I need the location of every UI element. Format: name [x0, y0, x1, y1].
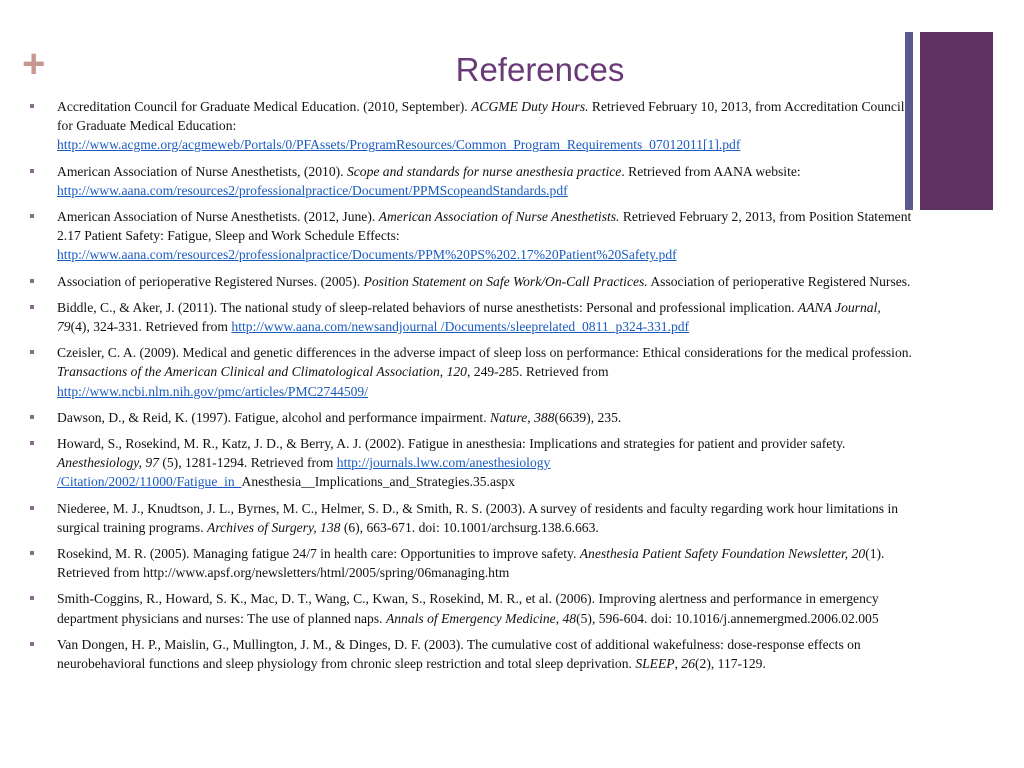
reference-title: Position Statement on Safe Work/On-Call Practices. — [363, 273, 648, 289]
reference-text: Czeisler, C. A. (2009). Medical and genetic differences in the adverse impact of sleep loss on performance: Ethical considerations for the medical profession. — [57, 345, 912, 361]
reference-title: SLEEP — [635, 656, 675, 672]
decorative-bar-thick — [920, 32, 993, 210]
reference-item — [30, 272, 914, 291]
bullet-icon — [30, 214, 34, 218]
reference-text: Niederee, M. J., Knudtson, J. L., Byrnes, M. C., Helmer, S. D., & Smith, R. S. (2003). A survey of residents and faculty regarding work hour limitations in surgical training programs. — [57, 500, 899, 535]
reference-title: Scope and standards for nurse anesthesia practice — [346, 163, 622, 179]
reference-item — [30, 162, 914, 200]
reference-text: Retrieved February 10, 2013, from Accreditation Council for Graduate Medical Education: — [57, 99, 905, 134]
reference-text: Smith-Coggins, R., Howard, S. K., Mac, D. T., Wang, C., Kwan, S., Rosekind, M. R., et al. (2006). Improving alertness and performance in emergency department physicians and nurses: The use of planned naps. — [57, 591, 879, 626]
bullet-icon — [30, 350, 34, 354]
reference-title: Transactions of the American Clinical and Climatological Association, 120 — [57, 364, 467, 380]
plus-mark-icon: + — [22, 42, 46, 86]
bullet-icon — [30, 551, 34, 555]
reference-text: American Association of Nurse Anesthetists. (2012, June). — [57, 209, 379, 225]
reference-item — [30, 343, 914, 401]
reference-text: (5), 596-604. doi: 10.1016/j.annemergmed.2006.02.005 — [576, 610, 879, 626]
reference-text: Association of perioperative Registered Nurses. — [647, 273, 911, 289]
reference-text: , 249-285. Retrieved from — [466, 364, 609, 380]
reference-text: Van Dongen, H. P., Maislin, G., Mullington, J. M., & Dinges, D. F. (2003). The cumulative cost of additional wakefulness: dose-response effects on neurobehavioral functions and sleep physiology from chronic sleep restriction and total sleep deprivation. — [57, 636, 861, 672]
reference-item — [30, 544, 914, 582]
reference-text: Association of perioperative Registered Nurses. (2005). — [57, 273, 364, 289]
reference-item — [30, 207, 914, 265]
reference-text: American Association of Nurse Anesthetists, (2010). — [57, 163, 347, 179]
reference-text: Biddle, C., & Aker, J. (2011). The national study of sleep-related behaviors of nurse anesthetists: Personal and professional implication. — [57, 299, 798, 315]
reference-item — [30, 97, 914, 155]
reference-item — [30, 499, 914, 537]
reference-title: Nature — [490, 409, 528, 425]
reference-text: Howard, S., Rosekind, M. R., Katz, J. D., & Berry, A. J. (2002). Fatigue in anesthesia: Implications and strategies for patient and provider safety. — [57, 436, 846, 452]
reference-text: , — [674, 656, 682, 672]
reference-title: Annals of Emergency Medicine, 48 — [385, 610, 577, 626]
reference-text: Rosekind, M. R. (2005). Managing fatigue 24/7 in health care: Opportunities to improve safety. — [57, 546, 580, 562]
reference-text: (2), 117-129. — [695, 656, 766, 672]
bullet-icon — [30, 169, 34, 173]
reference-title: Anesthesia Patient Safety Foundation Newsletter, 20 — [579, 546, 866, 562]
bullet-icon — [30, 596, 34, 600]
reference-title: Archives of Surgery, 138 — [207, 519, 341, 535]
reference-item — [30, 434, 914, 492]
reference-title: ACGME Duty Hours. — [471, 99, 589, 114]
reference-volume: 388 — [534, 409, 555, 425]
reference-link[interactable]: http://journals.lww.com/anesthesiology /Citation/2002/11000/Fatigue_in_ — [57, 455, 551, 490]
reference-title: American Association of Nurse Anesthetists. — [378, 209, 620, 225]
bullet-icon — [30, 441, 34, 445]
reference-link[interactable]: http://www.aana.com/resources2/professionalpractice/Document/PPMScopeandStandards.pdf — [57, 182, 568, 198]
reference-link[interactable]: http://www.aana.com/resources2/professionalpractice/Documents/PPM%20PS%202.17%20Patient%20Safety.pdf — [57, 247, 677, 263]
reference-list — [30, 97, 914, 680]
bullet-icon — [30, 104, 34, 108]
reference-text: (1). Retrieved from http://www.apsf.org/newsletters/html/2005/spring/06managing.htm — [57, 546, 885, 581]
reference-text: Retrieved February 2, 2013, from Position Statement 2.17 Patient Safety: Fatigue, Sleep and Work Schedule Effects: — [57, 209, 912, 244]
reference-text: (5), 1281-1294. Retrieved from — [158, 455, 337, 471]
bullet-icon — [30, 506, 34, 510]
reference-item — [30, 589, 914, 627]
reference-link[interactable]: http://www.aana.com/newsandjournal /Documents/sleeprelated_0811_p324-331.pdf — [231, 319, 690, 335]
reference-link[interactable]: http://www.ncbi.nlm.nih.gov/pmc/articles/PMC2744509/ — [57, 383, 369, 399]
reference-item — [30, 635, 914, 673]
reference-text: Dawson, D., & Reid, K. (1997). Fatigue, alcohol and performance impairment. — [57, 409, 491, 425]
page-title: References — [455, 51, 625, 88]
reference-item — [30, 408, 914, 427]
bullet-icon — [30, 415, 34, 419]
reference-text: Accreditation Council for Graduate Medical Education. (2010, September). — [57, 99, 472, 114]
bullet-icon — [30, 642, 34, 646]
reference-text: , — [527, 409, 535, 425]
reference-volume: 26 — [681, 656, 695, 672]
reference-link[interactable]: http://www.acgme.org/acgmeweb/Portals/0/PFAssets/ProgramResources/Common_Program_Requirements_07012011[1].pdf — [57, 137, 741, 153]
reference-text: Anesthesia__Implications_and_Strategies.35.aspx — [241, 474, 515, 490]
reference-text: (6639), 235. — [554, 409, 622, 425]
reference-item — [30, 298, 914, 336]
reference-text: (6), 663-671. doi: 10.1001/archsurg.138.6.663. — [340, 519, 599, 535]
reference-text: . Retrieved from AANA website: — [621, 163, 801, 179]
bullet-icon — [30, 279, 34, 283]
bullet-icon — [30, 305, 34, 309]
reference-title: Anesthesiology, 97 — [57, 455, 159, 471]
reference-title: AANA Journal, 79 — [57, 299, 881, 335]
reference-text: (4), 324-331. Retrieved from — [70, 319, 232, 335]
